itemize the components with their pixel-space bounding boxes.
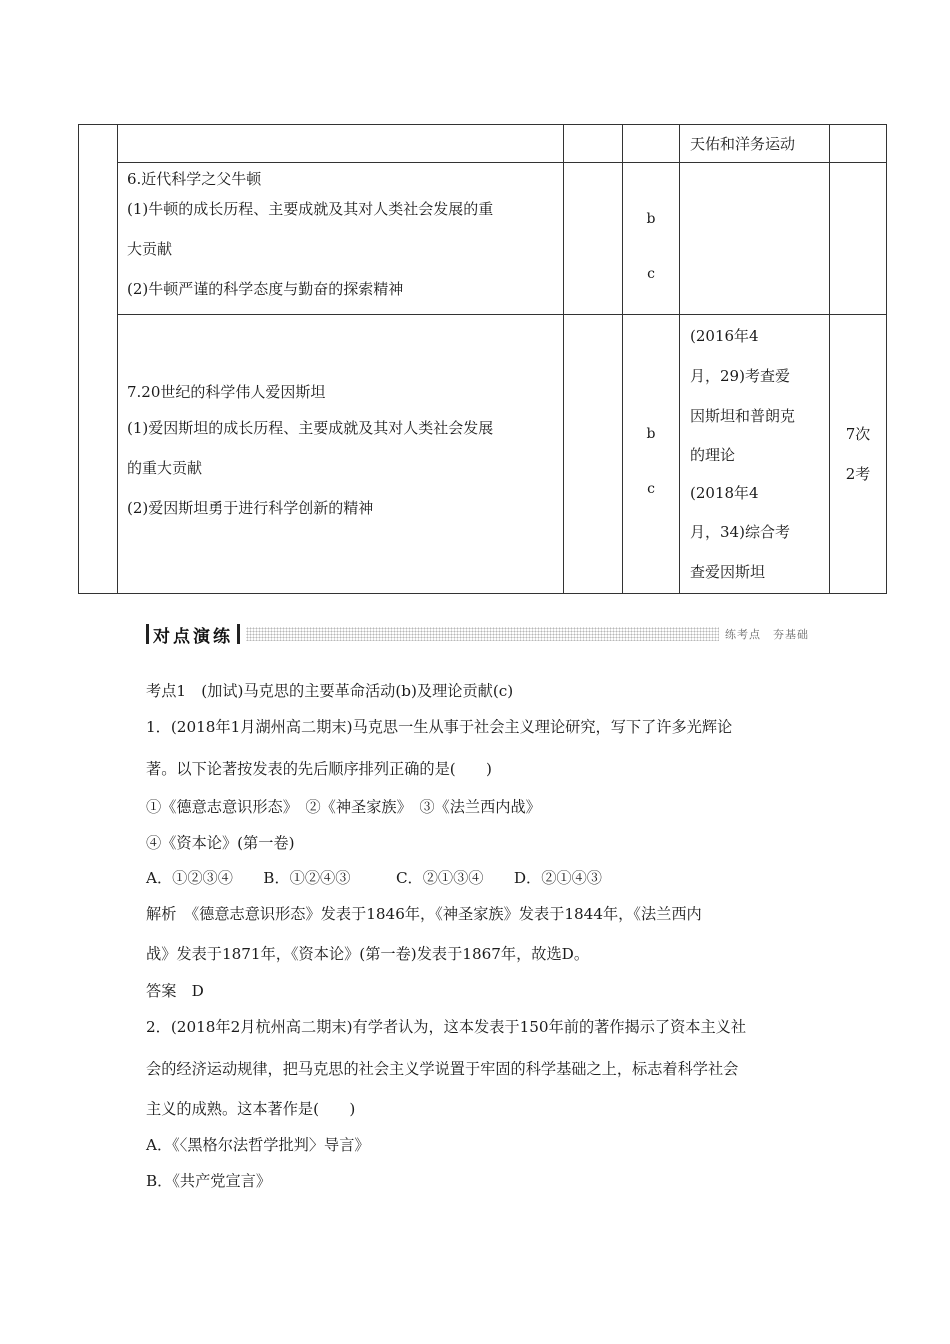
table-cell-count [830, 163, 887, 315]
question-1-stem: 1．(2018年1月湖州高二期末)马克思一生从事于社会主义理论研究，写下了许多光辉论 [146, 718, 733, 736]
section-title: 对点演练 [153, 626, 233, 647]
table-cell-content [118, 125, 564, 163]
content-line: (2)牛顿严谨的科学态度与勤奋的探索精神 [127, 279, 404, 298]
exam-line: (2018年4 [690, 484, 759, 502]
section-subtitle: 练考点 夯基础 [719, 626, 813, 642]
table-row [79, 315, 887, 594]
requirement-c: c [647, 481, 655, 497]
table-cell-req1 [564, 163, 623, 315]
table-cell-exam [680, 163, 830, 315]
exam-line: 查爱因斯坦 [690, 563, 766, 581]
table-cell-exam [680, 315, 830, 594]
requirement-c: c [647, 265, 655, 282]
exam-line: (2016年4 [690, 327, 759, 345]
exam-text: 天佑和洋务运动 [690, 135, 796, 153]
table-side-cell [79, 125, 118, 594]
section-dotted-band [246, 627, 813, 641]
question-1-answer: 答案 D [146, 982, 204, 1000]
section-bar-right [237, 624, 240, 644]
exam-line: 因斯坦和普朗克 [690, 407, 796, 425]
requirement-b: b [646, 426, 656, 442]
question-1-items: ④《资本论》(第一卷) [146, 834, 295, 852]
question-2-stem: 会的经济运动规律，把马克思的社会主义学说置于牢固的科学基础之上，标志着科学社会 [146, 1060, 739, 1078]
topic-heading: 考点1 (加试)马克思的主要革命活动(b)及理论贡献(c) [146, 682, 514, 700]
exam-line: 月，29)考查爱 [690, 367, 790, 385]
exam-line: 月，34)综合考 [690, 523, 790, 541]
table-cell-req1 [564, 125, 623, 163]
count-line: 7次 [845, 425, 871, 443]
table-cell-req2 [623, 125, 680, 163]
table-cell-req2 [623, 163, 680, 315]
table-cell-exam [680, 125, 830, 163]
table-cell-req1 [564, 315, 623, 594]
table-cell-content [118, 163, 564, 315]
question-2-option-b: B．《共产党宣言》 [146, 1172, 272, 1190]
table-row [79, 163, 887, 315]
question-1-analysis: 解析 《德意志意识形态》发表于1846年，《神圣家族》发表于1844年，《法兰西内 [146, 905, 702, 923]
content-line: 大贡献 [127, 239, 173, 258]
question-1-stem: 著。以下论著按发表的先后顺序排列正确的是( ) [146, 760, 492, 778]
table-row [79, 125, 887, 163]
content-line: (2)爱因斯坦勇于进行科学创新的精神 [127, 499, 374, 517]
table-cell-content [118, 315, 564, 594]
curriculum-table [78, 124, 887, 594]
section-header [146, 622, 813, 646]
section-bar-left [146, 624, 149, 644]
table-cell-count [830, 315, 887, 594]
table-cell-count [830, 125, 887, 163]
content-line: (1)牛顿的成长历程、主要成就及其对人类社会发展的重 [127, 199, 494, 218]
question-2-option-a: A．《〈黑格尔法哲学批判〉导言》 [146, 1136, 370, 1154]
content-line: 6.近代科学之父牛顿 [127, 169, 262, 188]
content-line: (1)爱因斯坦的成长历程、主要成就及其对人类社会发展 [127, 419, 494, 437]
requirement-b: b [646, 210, 656, 227]
question-1-items: ①《德意志意识形态》 ②《神圣家族》 ③《法兰西内战》 [146, 798, 541, 816]
question-1-analysis: 战》发表于1871年，《资本论》(第一卷)发表于1867年，故选D。 [146, 945, 590, 963]
content-line: 7.20世纪的科学伟人爱因斯坦 [127, 383, 326, 401]
question-2-stem: 2．(2018年2月杭州高二期末)有学者认为，这本发表于150年前的著作揭示了资本主义社 [146, 1018, 747, 1036]
content-line: 的重大贡献 [127, 459, 203, 477]
exam-line: 的理论 [690, 446, 736, 464]
question-1-options: A．①②③④ B．①②④③ C．②①③④ D．②①④③ [146, 869, 602, 887]
table-cell-req2 [623, 315, 680, 594]
count-line: 2考 [845, 465, 871, 483]
question-2-stem: 主义的成熟。这本著作是( ) [146, 1100, 356, 1118]
